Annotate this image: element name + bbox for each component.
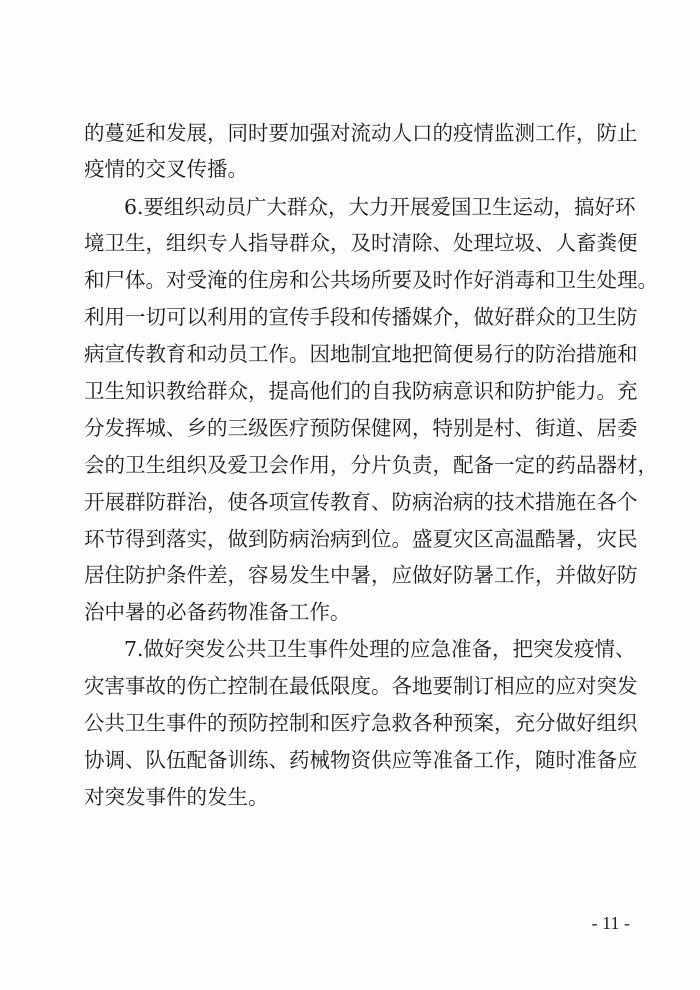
text-line: 公共卫生事件的预防控制和医疗急救各种预案，充分做好组织 xyxy=(84,711,638,735)
text-line: 对突发事件的发生。 xyxy=(84,785,269,809)
text-line: 环节得到落实，做到防病治病到位。盛夏灾区高温酷暑，灾民 xyxy=(84,527,638,551)
text-line: 和尸体。对受淹的住房和公共场所要及时作好消毒和卫生处理。 xyxy=(84,268,658,292)
text-line: 的蔓延和发展，同时要加强对流动人口的疫情监测工作，防止 xyxy=(84,121,638,145)
text-line: 卫生知识教给群众，提高他们的自我防病意识和防护能力。充 xyxy=(84,379,638,403)
text-line: 境卫生，组织专人指导群众，及时清除、处理垃圾、人畜粪便 xyxy=(84,231,638,255)
text-line: 疫情的交叉传播。 xyxy=(84,157,248,181)
text-line: 会的卫生组织及爱卫会作用，分片负责，配备一定的药品器材， xyxy=(84,453,658,477)
text-line: 分发挥城、乡的三级医疗预防保健网，特别是村、街道、居委 xyxy=(84,416,638,440)
text-line: 灾害事故的伤亡控制在最低限度。各地要制订相应的应对突发 xyxy=(84,674,638,698)
text-line: 居住防护条件差，容易发生中暑，应做好防暑工作，并做好防 xyxy=(84,563,638,587)
text-line: 治中暑的必备药物准备工作。 xyxy=(84,600,351,624)
text-line: 开展群防群治，使各项宣传教育、防病治病的技术措施在各个 xyxy=(84,490,638,514)
page-number: - 11 - xyxy=(591,913,630,933)
text-line: 6.要组织动员广大群众，大力开展爱国卫生运动，搞好环 xyxy=(124,195,636,219)
text-line: 7.做好突发公共卫生事件处理的应急准备，把突发疫情、 xyxy=(124,637,636,661)
text-line: 协调、队伍配备训练、药械物资供应等准备工作，随时准备应 xyxy=(84,748,638,772)
text-line: 病宣传教育和动员工作。因地制宜地把简便易行的防治措施和 xyxy=(84,342,638,366)
text-line: 利用一切可以利用的宣传手段和传播媒介，做好群众的卫生防 xyxy=(84,305,638,329)
